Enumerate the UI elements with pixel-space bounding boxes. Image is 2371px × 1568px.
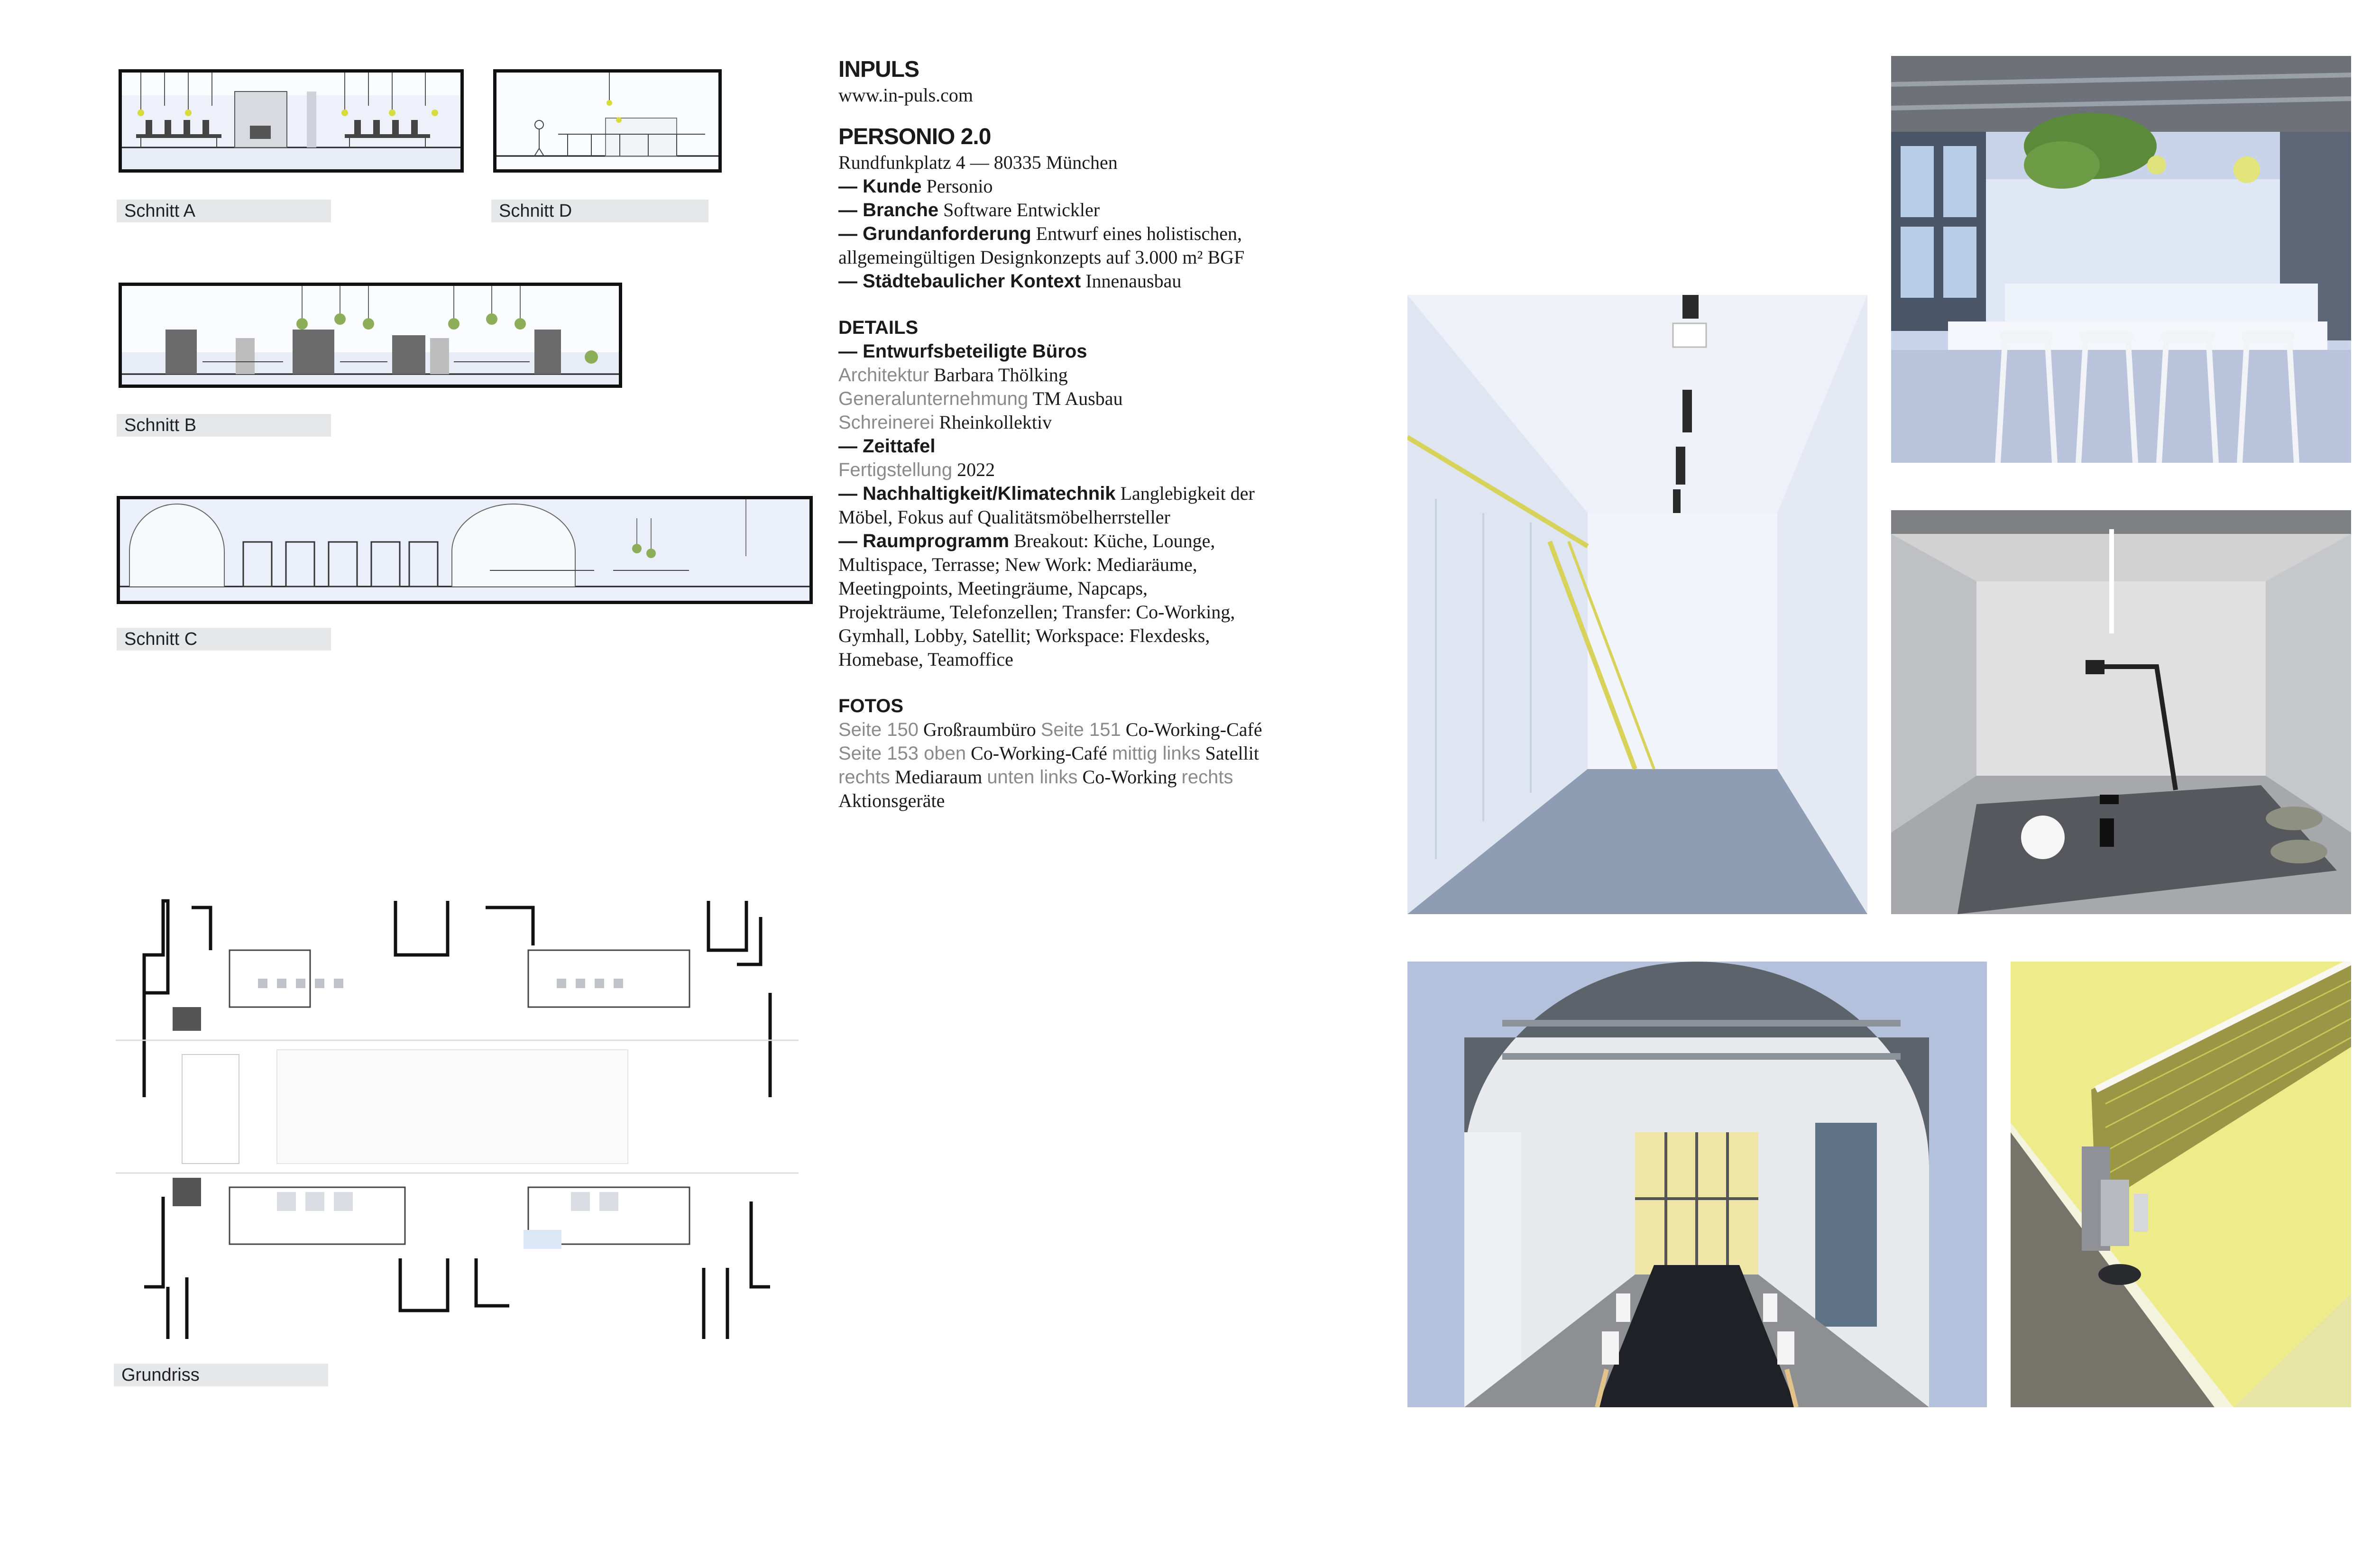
fotos-line-2 xyxy=(838,742,1317,765)
branche-value: Software Entwickler xyxy=(943,199,1100,220)
fotos-title: Großraumbüro xyxy=(923,719,1036,740)
fotos-ref: Seite 150 xyxy=(838,719,919,740)
section-c-graphic xyxy=(120,499,809,601)
section-drawing-d xyxy=(493,69,722,173)
raum-value-3: Meetingpoints, Meetingräume, Napcaps, xyxy=(838,578,1148,599)
kontext-line xyxy=(838,269,1317,293)
fotos-ref: Seite 151 xyxy=(1040,719,1121,740)
raum-value-4: Projekträume, Telefonzellen; Transfer: Co-Working, xyxy=(838,601,1235,623)
photo-co-working-cafe xyxy=(1891,56,2351,463)
photo-aktionsgeraete xyxy=(2011,962,2351,1407)
fotos-title: Mediaraum xyxy=(894,766,983,788)
nachhalt-value-2: Möbel, Fokus auf Qualitätsmöbelherrsteller xyxy=(838,506,1170,528)
raum-value-1: Breakout: Küche, Lounge, xyxy=(1014,530,1215,551)
floor-plan-graphic xyxy=(116,898,799,1344)
architektur-line xyxy=(838,363,1317,387)
nachhalt-label: — Nachhaltigkeit/Klimatechnik xyxy=(838,483,1116,504)
kunde-line xyxy=(838,174,1317,198)
fotos-title: Co-Working-Café xyxy=(1125,719,1262,740)
raum-label: — Raumprogramm xyxy=(838,531,1010,551)
fotos-line-4: Aktionsgeräte xyxy=(838,790,945,811)
photo-satellit xyxy=(1407,295,1867,914)
section-b-graphic xyxy=(122,286,619,385)
caption-schnitt-a: Schnitt A xyxy=(117,200,331,222)
raum-value-6: Homebase, Teamoffice xyxy=(838,649,1013,670)
photo-co-working xyxy=(1407,962,1987,1407)
section-drawing-c xyxy=(117,496,813,604)
fotos-ref: Seite 153 oben xyxy=(838,743,966,764)
caption-schnitt-b: Schnitt B xyxy=(117,414,331,437)
project-text-column xyxy=(838,56,1317,813)
fotos-title: Co-Working-Café xyxy=(971,743,1107,764)
fotos-title: Satellit xyxy=(1205,743,1259,764)
schreinerei-label: Schreinerei xyxy=(838,412,935,433)
fotos-line-1 xyxy=(838,718,1317,742)
section-drawing-b xyxy=(119,283,622,388)
architektur-label: Architektur xyxy=(838,365,929,385)
caption-schnitt-d: Schnitt D xyxy=(491,200,708,222)
raum-line xyxy=(838,529,1317,553)
raum-value-2: Multispace, Terrasse; New Work: Mediaräume, xyxy=(838,554,1197,575)
section-a-graphic xyxy=(122,73,460,169)
fotos-ref: rechts xyxy=(838,767,890,788)
project-address: Rundfunkplatz 4 — 80335 München xyxy=(838,152,1118,173)
kunde-label: — Kunde xyxy=(838,176,922,197)
gu-label: Generalunternehmung xyxy=(838,388,1029,409)
kontext-value: Innenausbau xyxy=(1085,270,1182,292)
fertig-line xyxy=(838,458,1317,482)
details-heading: DETAILS xyxy=(838,317,919,338)
fotos-line-3 xyxy=(838,765,1317,789)
zeittafel-label: — Zeittafel xyxy=(838,436,936,457)
office-name: INPULS xyxy=(838,57,919,82)
photo-mediaraum xyxy=(1891,510,2351,914)
project-title: PERSONIO 2.0 xyxy=(838,124,991,149)
gu-value: TM Ausbau xyxy=(1032,388,1123,409)
grundanforderung-value-1: Entwurf eines holistischen, xyxy=(1036,223,1242,244)
bueros-label: — Entwurfsbeteiligte Büros xyxy=(838,341,1087,362)
raum-value-5: Gymhall, Lobby, Satellit; Workspace: Flexdesks, xyxy=(838,625,1210,646)
floor-plan-drawing xyxy=(116,898,799,1344)
branche-label: — Branche xyxy=(838,200,939,220)
office-url[interactable]: www.in-puls.com xyxy=(838,84,974,106)
grundanforderung-label: — Grundanforderung xyxy=(838,223,1031,244)
grundanforderung-value-2: allgemeingültigen Designkonzepts auf 3.000 m² BGF xyxy=(838,247,1245,268)
gu-line xyxy=(838,387,1317,411)
fertig-label: Fertigstellung xyxy=(838,459,953,480)
kunde-value: Personio xyxy=(926,175,993,197)
branche-line xyxy=(838,198,1317,222)
kontext-label: — Städtebaulicher Kontext xyxy=(838,271,1081,292)
fotos-ref: unten links xyxy=(987,767,1078,788)
section-drawing-a xyxy=(119,69,464,173)
caption-schnitt-c: Schnitt C xyxy=(117,628,331,651)
nachhalt-line xyxy=(838,482,1317,505)
fotos-ref: mittig links xyxy=(1112,743,1201,764)
nachhalt-value-1: Langlebigkeit der xyxy=(1120,483,1255,504)
architektur-value: Barbara Thölking xyxy=(934,364,1068,385)
section-d-graphic xyxy=(496,73,718,169)
fotos-title: Co-Working xyxy=(1082,766,1177,788)
schreinerei-value: Rheinkollektiv xyxy=(939,412,1052,433)
fotos-ref: rechts xyxy=(1181,767,1233,788)
grundanforderung-line xyxy=(838,222,1317,246)
caption-grundriss: Grundriss xyxy=(114,1364,328,1386)
fertig-value: 2022 xyxy=(957,459,995,480)
fotos-heading: FOTOS xyxy=(838,696,904,716)
schreinerei-line xyxy=(838,411,1317,434)
